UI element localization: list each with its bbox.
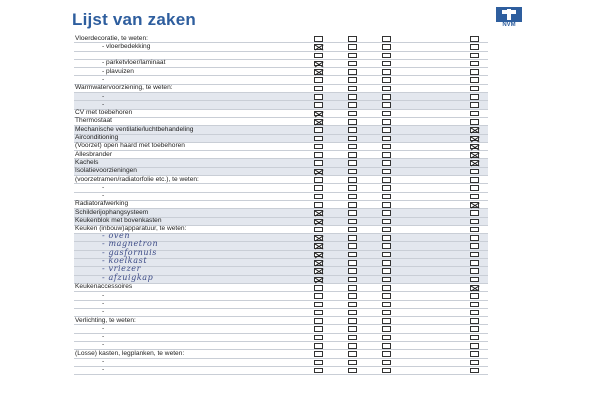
checkbox-col-3[interactable] (382, 302, 391, 308)
checkbox-col-1[interactable] (314, 360, 323, 366)
checkbox-col-2[interactable] (348, 111, 357, 117)
checkbox-col-4[interactable] (470, 302, 479, 308)
checkbox-col-4[interactable] (470, 144, 479, 150)
checkbox-col-3[interactable] (382, 243, 391, 249)
row-label: CV met toebehoren (75, 109, 133, 117)
checkbox-col-4[interactable] (470, 111, 479, 117)
checkbox-col-1[interactable] (314, 160, 323, 166)
checklist-row (74, 101, 488, 109)
row-label: Isolatievoorzieningen (75, 167, 137, 175)
checklist-row (74, 176, 488, 184)
checkbox-col-1[interactable] (314, 210, 323, 216)
row-label: Mechanische ventilatie/luchtbehandeling (75, 125, 194, 133)
checkbox-col-3[interactable] (382, 318, 391, 324)
checkbox-col-1[interactable] (314, 127, 323, 133)
checkbox-col-1[interactable] (314, 202, 323, 208)
row-label: (Voorzet) open haard met toebehoren (75, 142, 185, 150)
row-label: - (102, 75, 105, 83)
checkbox-col-2[interactable] (348, 277, 357, 283)
checkbox-col-2[interactable] (348, 252, 357, 258)
checkbox-col-2[interactable] (348, 235, 357, 241)
checkbox-col-4[interactable] (470, 227, 479, 233)
checkbox-col-4[interactable] (470, 53, 479, 59)
checklist-row (74, 359, 488, 367)
checklist-row (74, 68, 488, 76)
checkbox-col-4[interactable] (470, 318, 479, 324)
checkbox-col-3[interactable] (382, 368, 391, 374)
checklist-row (74, 292, 488, 300)
checklist-row (74, 110, 488, 118)
row-label: - (102, 192, 105, 200)
checkbox-col-3[interactable] (382, 44, 391, 50)
checkbox-col-2[interactable] (348, 185, 357, 191)
row-label: - vriezer (102, 264, 142, 274)
checkbox-col-2[interactable] (348, 302, 357, 308)
checkbox-col-3[interactable] (382, 36, 391, 42)
checkbox-col-2[interactable] (348, 102, 357, 108)
checklist-row (74, 334, 488, 342)
checkbox-col-4[interactable] (470, 210, 479, 216)
row-label: Kachels (75, 158, 99, 166)
row-label: - koelkast (102, 256, 148, 266)
row-label: - parketvloer/laminaat (102, 59, 166, 67)
row-label: Airconditioning (75, 134, 119, 142)
checkbox-col-3[interactable] (382, 127, 391, 133)
row-label: - afzuigkap (102, 272, 154, 282)
checkbox-col-2[interactable] (348, 243, 357, 249)
checkbox-col-4[interactable] (470, 194, 479, 200)
checkbox-col-4[interactable] (470, 285, 479, 291)
checkbox-col-2[interactable] (348, 119, 357, 125)
row-label: - (102, 341, 105, 349)
checkbox-col-3[interactable] (382, 119, 391, 125)
checkbox-col-1[interactable] (314, 185, 323, 191)
row-label: - (102, 100, 105, 108)
checkbox-col-1[interactable] (314, 136, 323, 142)
checkbox-col-1[interactable] (314, 94, 323, 100)
checklist-row (74, 226, 488, 234)
checklist-table (74, 35, 488, 375)
checkbox-col-4[interactable] (470, 94, 479, 100)
checkbox-col-1[interactable] (314, 86, 323, 92)
checkbox-col-2[interactable] (348, 160, 357, 166)
checkbox-col-4[interactable] (470, 310, 479, 316)
checkbox-col-3[interactable] (382, 277, 391, 283)
checkbox-col-4[interactable] (470, 293, 479, 299)
checkbox-col-1[interactable] (314, 36, 323, 42)
checkbox-col-1[interactable] (314, 194, 323, 200)
row-label: - (102, 366, 105, 374)
row-label: - (102, 324, 105, 332)
row-label: Warmwatervoorziening, te weten: (75, 84, 173, 92)
checkbox-col-2[interactable] (348, 86, 357, 92)
checkbox-col-2[interactable] (348, 53, 357, 59)
checkbox-col-3[interactable] (382, 360, 391, 366)
row-label: Keuken (inbouw)apparatuur, te weten: (75, 225, 187, 233)
checkbox-col-3[interactable] (382, 285, 391, 291)
checkbox-col-4[interactable] (470, 343, 479, 349)
checklist-row (74, 184, 488, 192)
checkbox-col-1[interactable] (314, 335, 323, 341)
checkbox-col-4[interactable] (470, 268, 479, 274)
checkbox-col-1[interactable] (314, 368, 323, 374)
checkbox-col-1[interactable] (314, 102, 323, 108)
row-label: Schilderijophangsysteem (75, 208, 149, 216)
checklist-row (74, 284, 488, 292)
checkbox-col-3[interactable] (382, 152, 391, 158)
checkbox-col-4[interactable] (470, 252, 479, 258)
checkbox-col-3[interactable] (382, 53, 391, 59)
checkbox-col-2[interactable] (348, 268, 357, 274)
checkbox-col-1[interactable] (314, 227, 323, 233)
checkbox-col-4[interactable] (470, 136, 479, 142)
checkbox-col-1[interactable] (314, 144, 323, 150)
checkbox-col-4[interactable] (470, 36, 479, 42)
checkbox-col-2[interactable] (348, 285, 357, 291)
checkbox-col-1[interactable] (314, 302, 323, 308)
checklist-row (74, 60, 488, 68)
row-label: - (102, 333, 105, 341)
row-label: (voorzetramen/radiatorfolie etc.), te weten: (75, 175, 199, 183)
checkbox-col-2[interactable] (348, 318, 357, 324)
checkbox-col-4[interactable] (470, 360, 479, 366)
checkbox-col-1[interactable] (314, 243, 323, 249)
checkbox-col-1[interactable] (314, 169, 323, 175)
checkbox-col-1[interactable] (314, 293, 323, 299)
checkbox-col-3[interactable] (382, 111, 391, 117)
checkbox-col-3[interactable] (382, 160, 391, 166)
checkbox-col-3[interactable] (382, 77, 391, 83)
row-label: (Losse) kasten, legplanken, te weten: (75, 349, 185, 357)
checkbox-col-1[interactable] (314, 61, 323, 67)
checkbox-col-2[interactable] (348, 360, 357, 366)
checkbox-col-1[interactable] (314, 177, 323, 183)
checklist-row (74, 301, 488, 309)
checkbox-col-3[interactable] (382, 260, 391, 266)
checkbox-col-3[interactable] (382, 61, 391, 67)
row-label: - (102, 183, 105, 191)
checkbox-col-4[interactable] (470, 102, 479, 108)
checklist-row (74, 93, 488, 101)
checkbox-col-3[interactable] (382, 351, 391, 357)
checklist-row (74, 85, 488, 93)
row-label: - oven (102, 231, 131, 241)
checkbox-col-2[interactable] (348, 144, 357, 150)
checkbox-col-4[interactable] (470, 69, 479, 75)
checkbox-col-1[interactable] (314, 53, 323, 59)
checkbox-col-3[interactable] (382, 310, 391, 316)
row-label: Allesbrander (75, 150, 113, 158)
checkbox-col-2[interactable] (348, 36, 357, 42)
checkbox-col-2[interactable] (348, 227, 357, 233)
checkbox-col-1[interactable] (314, 77, 323, 83)
row-label: Keukenaccessoires (75, 283, 133, 291)
checkbox-col-2[interactable] (348, 310, 357, 316)
checkbox-col-3[interactable] (382, 86, 391, 92)
checkbox-col-2[interactable] (348, 351, 357, 357)
row-label: - magnetron (102, 239, 159, 249)
checkbox-col-1[interactable] (314, 277, 323, 283)
row-label: - plavuizen (102, 67, 134, 75)
checkbox-col-1[interactable] (314, 44, 323, 50)
checkbox-col-1[interactable] (314, 219, 323, 225)
checkbox-col-4[interactable] (470, 152, 479, 158)
checkbox-col-2[interactable] (348, 260, 357, 266)
row-label: Verlichting, te weten: (75, 316, 136, 324)
checkbox-col-1[interactable] (314, 343, 323, 349)
checkbox-col-2[interactable] (348, 335, 357, 341)
checkbox-col-4[interactable] (470, 119, 479, 125)
checkbox-col-4[interactable] (470, 86, 479, 92)
checkbox-col-1[interactable] (314, 310, 323, 316)
checkbox-col-2[interactable] (348, 326, 357, 332)
checkbox-col-2[interactable] (348, 127, 357, 133)
checkbox-col-3[interactable] (382, 136, 391, 142)
checkbox-col-4[interactable] (470, 185, 479, 191)
checkbox-col-3[interactable] (382, 202, 391, 208)
row-label: - (102, 308, 105, 316)
checkbox-col-1[interactable] (314, 152, 323, 158)
checkbox-col-2[interactable] (348, 219, 357, 225)
checkbox-col-3[interactable] (382, 326, 391, 332)
checkbox-col-3[interactable] (382, 69, 391, 75)
checkbox-col-1[interactable] (314, 252, 323, 258)
checkbox-col-4[interactable] (470, 169, 479, 175)
checkbox-col-1[interactable] (314, 260, 323, 266)
checklist-row (74, 367, 488, 375)
checkbox-col-2[interactable] (348, 343, 357, 349)
checkbox-col-3[interactable] (382, 185, 391, 191)
nvm-logo (496, 7, 522, 29)
row-label: Radiatorafwerking (75, 200, 129, 208)
checkbox-col-3[interactable] (382, 227, 391, 233)
checkbox-col-1[interactable] (314, 268, 323, 274)
checkbox-col-3[interactable] (382, 235, 391, 241)
row-label: - gasfornuis (102, 247, 158, 257)
document-title: Lijst van zaken (72, 10, 196, 29)
checkbox-col-4[interactable] (470, 61, 479, 67)
checkbox-col-2[interactable] (348, 177, 357, 183)
checklist-row (74, 143, 488, 151)
checkbox-col-2[interactable] (348, 44, 357, 50)
checkbox-col-2[interactable] (348, 194, 357, 200)
checkbox-col-1[interactable] (314, 235, 323, 241)
checkbox-col-3[interactable] (382, 177, 391, 183)
checkbox-col-3[interactable] (382, 210, 391, 216)
checkbox-col-2[interactable] (348, 136, 357, 142)
checkbox-col-3[interactable] (382, 293, 391, 299)
checkbox-col-4[interactable] (470, 219, 479, 225)
row-label: Vloerdecoratie, te weten: (75, 34, 148, 42)
checkbox-col-1[interactable] (314, 285, 323, 291)
checklist-row (74, 126, 488, 134)
checkbox-col-2[interactable] (348, 152, 357, 158)
checklist-row (74, 350, 488, 358)
checkbox-col-4[interactable] (470, 277, 479, 283)
row-label: Keukenblok met bovenkasten (75, 217, 162, 225)
checkbox-col-1[interactable] (314, 69, 323, 75)
row-label: - (102, 358, 105, 366)
checklist-row (74, 193, 488, 201)
checkbox-col-1[interactable] (314, 111, 323, 117)
checkbox-col-2[interactable] (348, 94, 357, 100)
checkbox-col-3[interactable] (382, 219, 391, 225)
checkbox-col-4[interactable] (470, 235, 479, 241)
checklist-row (74, 151, 488, 159)
checkbox-col-3[interactable] (382, 252, 391, 258)
row-label: - (102, 92, 105, 100)
checkbox-col-1[interactable] (314, 351, 323, 357)
checkbox-col-4[interactable] (470, 160, 479, 166)
checkbox-col-4[interactable] (470, 77, 479, 83)
checkbox-col-4[interactable] (470, 260, 479, 266)
checkbox-col-2[interactable] (348, 169, 357, 175)
checkbox-col-3[interactable] (382, 102, 391, 108)
checkbox-col-4[interactable] (470, 243, 479, 249)
checkbox-col-2[interactable] (348, 61, 357, 67)
checkbox-col-4[interactable] (470, 202, 479, 208)
checkbox-col-4[interactable] (470, 335, 479, 341)
house-icon (496, 7, 522, 22)
checkbox-col-2[interactable] (348, 293, 357, 299)
row-label: - (102, 300, 105, 307)
checkbox-col-3[interactable] (382, 169, 391, 175)
checklist-row (74, 272, 488, 284)
checkbox-col-3[interactable] (382, 194, 391, 200)
checkbox-col-3[interactable] (382, 144, 391, 150)
checklist-row (74, 325, 488, 333)
row-label: - (102, 291, 105, 299)
checklist-row (74, 43, 488, 51)
checkbox-col-1[interactable] (314, 326, 323, 332)
checkbox-col-4[interactable] (470, 326, 479, 332)
checkbox-col-2[interactable] (348, 69, 357, 75)
logo-text: NVM (502, 22, 516, 28)
checkbox-col-1[interactable] (314, 318, 323, 324)
checklist-row (74, 309, 488, 317)
checkbox-col-3[interactable] (382, 268, 391, 274)
checkbox-col-2[interactable] (348, 210, 357, 216)
checkbox-col-4[interactable] (470, 177, 479, 183)
checkbox-col-2[interactable] (348, 368, 357, 374)
checkbox-col-3[interactable] (382, 343, 391, 349)
checklist-row (74, 317, 488, 325)
checkbox-col-4[interactable] (470, 127, 479, 133)
row-label: - vloerbedekking (102, 42, 151, 50)
checkbox-col-4[interactable] (470, 44, 479, 50)
checkbox-col-2[interactable] (348, 202, 357, 208)
checkbox-col-3[interactable] (382, 94, 391, 100)
checkbox-col-4[interactable] (470, 368, 479, 374)
checkbox-col-4[interactable] (470, 351, 479, 357)
row-label: Thermostaat (75, 117, 113, 125)
checkbox-col-1[interactable] (314, 119, 323, 125)
checkbox-col-2[interactable] (348, 77, 357, 83)
checkbox-col-3[interactable] (382, 335, 391, 341)
